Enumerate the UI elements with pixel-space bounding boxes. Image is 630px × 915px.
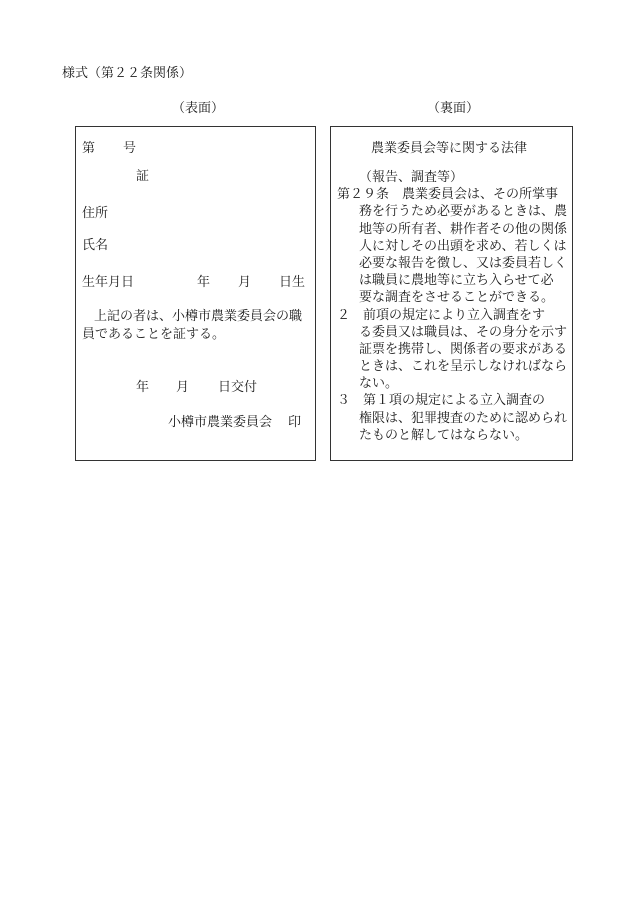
law-text-line: 第２９条 農業委員会は、その所掌事 (337, 187, 559, 203)
birth-year-label: 年 (197, 275, 211, 290)
issue-month-label: 月 (176, 380, 190, 395)
issue-year-label: 年 (136, 380, 150, 395)
number-label: 第 (82, 141, 96, 156)
certificate-front-card (75, 126, 316, 461)
law-text-line: ない。 (359, 376, 399, 392)
number-suffix-label: 号 (123, 141, 137, 156)
law-text-line: 必要な報告を徴し、又は委員若しく (359, 255, 568, 271)
seal-mark: 印 (288, 415, 302, 430)
law-title: 農業委員会等に関する法律 (371, 141, 528, 156)
law-text-line: ３ 第１項の規定による立入調査の (337, 393, 546, 409)
law-text-line: たものと解してはならない。 (359, 427, 529, 443)
front-side-heading: （表面） (172, 101, 225, 116)
document-title: 様式（第２２条関係） (62, 66, 193, 81)
birthdate-label: 生年月日 (82, 275, 135, 290)
law-text-line: る委員又は職員は、その身分を示す (359, 324, 568, 340)
law-text-line: 人に対しその出頭を求め、若しくは (359, 238, 567, 254)
certification-statement-line: 員であることを証する。 (82, 327, 226, 342)
address-label: 住所 (82, 206, 109, 221)
law-text-line: 務を行うため必要があるときは、農 (359, 204, 568, 220)
law-text-line: ときは、これを呈示しなければなら (359, 359, 568, 375)
issue-day-label: 日交付 (218, 380, 258, 395)
back-side-heading: （裏面） (427, 101, 480, 116)
certificate-label: 証 (136, 169, 150, 184)
law-text-line: 証票を携帯し、関係者の要求がある (359, 341, 568, 357)
birth-day-label: 日生 (279, 275, 306, 290)
law-text-line: ２ 前項の規定により立入調査をす (337, 307, 546, 323)
law-text-line: 権限は、犯罪捜査のために認められ (359, 410, 568, 426)
certification-statement-line: 上記の者は、小樽市農業委員会の職 (94, 309, 303, 324)
law-section-caption: （報告、調査等） (359, 170, 464, 185)
name-label: 氏名 (82, 238, 109, 253)
law-text-line: 地等の所有者、耕作者その他の関係 (359, 221, 568, 237)
birth-month-label: 月 (238, 275, 252, 290)
law-text-line: は職員に農地等に立ち入らせて必 (359, 273, 554, 289)
issuer-name: 小樽市農業委員会 (168, 415, 273, 430)
law-text (337, 169, 569, 444)
law-text-line: 要な調査をさせることができる。 (359, 290, 555, 306)
certificate-back-card (330, 126, 573, 461)
